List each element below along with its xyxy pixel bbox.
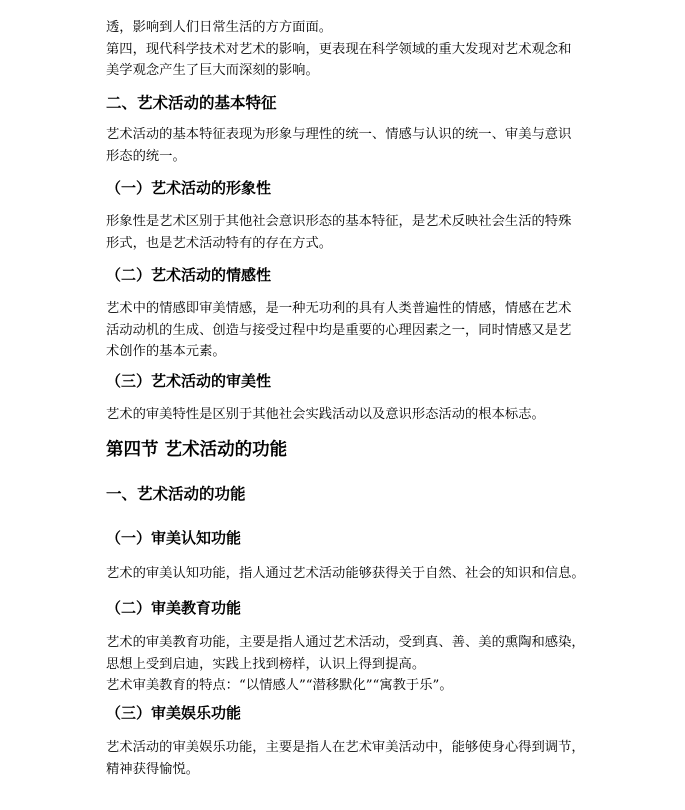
subsection-paragraph (106, 211, 586, 254)
subsection-paragraph (106, 404, 586, 426)
text-line: 形态的统一。 (106, 148, 186, 164)
intro-paragraph (106, 17, 586, 82)
text-line: 思想上受到启迪，实践上找到榜样，认识上得到提高。 (106, 656, 426, 672)
text-line: 艺术的审美认知功能，指人通过艺术活动能够获得关于自然、社会的知识和信息。 (106, 566, 585, 581)
section-paragraph (106, 124, 586, 167)
subsection-heading: （一）审美认知功能 (106, 529, 242, 547)
text-line: 艺术活动的审美娱乐功能，主要是指人在艺术审美活动中，能够使身心得到调节， (106, 740, 585, 755)
text-line: 第四，现代科学技术对艺术的影响，更表现在科学领域的重大发现对艺术观念和 (106, 41, 572, 57)
text-line: 形式，也是艺术活动特有的存在方式。 (106, 235, 333, 251)
subsection-paragraph (106, 298, 586, 363)
subsection-paragraph (106, 632, 586, 697)
text-line: 艺术中的情感即审美情感，是一种无功利的具有人类普遍性的情感，情感在艺术 (106, 301, 572, 316)
text-line: 透，影响到人们日常生活的方方面面。 (106, 20, 333, 35)
text-line: 艺术的审美教育功能，主要是指人通过艺术活动，受到真、善、美的熏陶和感染， (106, 635, 585, 650)
subsection-heading: （二）艺术活动的情感性 (106, 266, 272, 284)
text-line: 艺术的审美特性是区别于其他社会实践活动以及意识形态活动的根本标志。 (106, 407, 545, 422)
text-line: 术创作的基本元素。 (106, 344, 226, 359)
subsection-paragraph (106, 563, 586, 585)
text-line: 精神获得愉悦。 (106, 761, 200, 777)
subsection-heading: （一）艺术活动的形象性 (106, 179, 272, 197)
subsection-paragraph (106, 737, 586, 780)
section-heading: 一、艺术活动的功能 (106, 485, 246, 503)
subsection-heading: （三）艺术活动的审美性 (106, 372, 272, 390)
text-line: 活动动机的生成、创造与接受过程中均是重要的心理因素之一，同时情感又是艺 (106, 322, 572, 338)
section-heading: 二、艺术活动的基本特征 (106, 94, 277, 112)
text-line: 艺术活动的基本特征表现为形象与理性的统一、情感与认识的统一、审美与意识 (106, 127, 572, 142)
subsection-heading: （三）审美娱乐功能 (106, 704, 242, 722)
text-line: 形象性是艺术区别于其他社会意识形态的基本特征，是艺术反映社会生活的特殊 (106, 214, 572, 229)
text-line: 艺术审美教育的特点：“以情感人”“潜移默化”“寓教于乐”。 (106, 678, 453, 693)
subsection-heading: （二）审美教育功能 (106, 599, 242, 617)
chapter-section-title: 第四节 艺术活动的功能 (106, 440, 288, 460)
text-line: 美学观念产生了巨大而深刻的影响。 (106, 63, 319, 78)
